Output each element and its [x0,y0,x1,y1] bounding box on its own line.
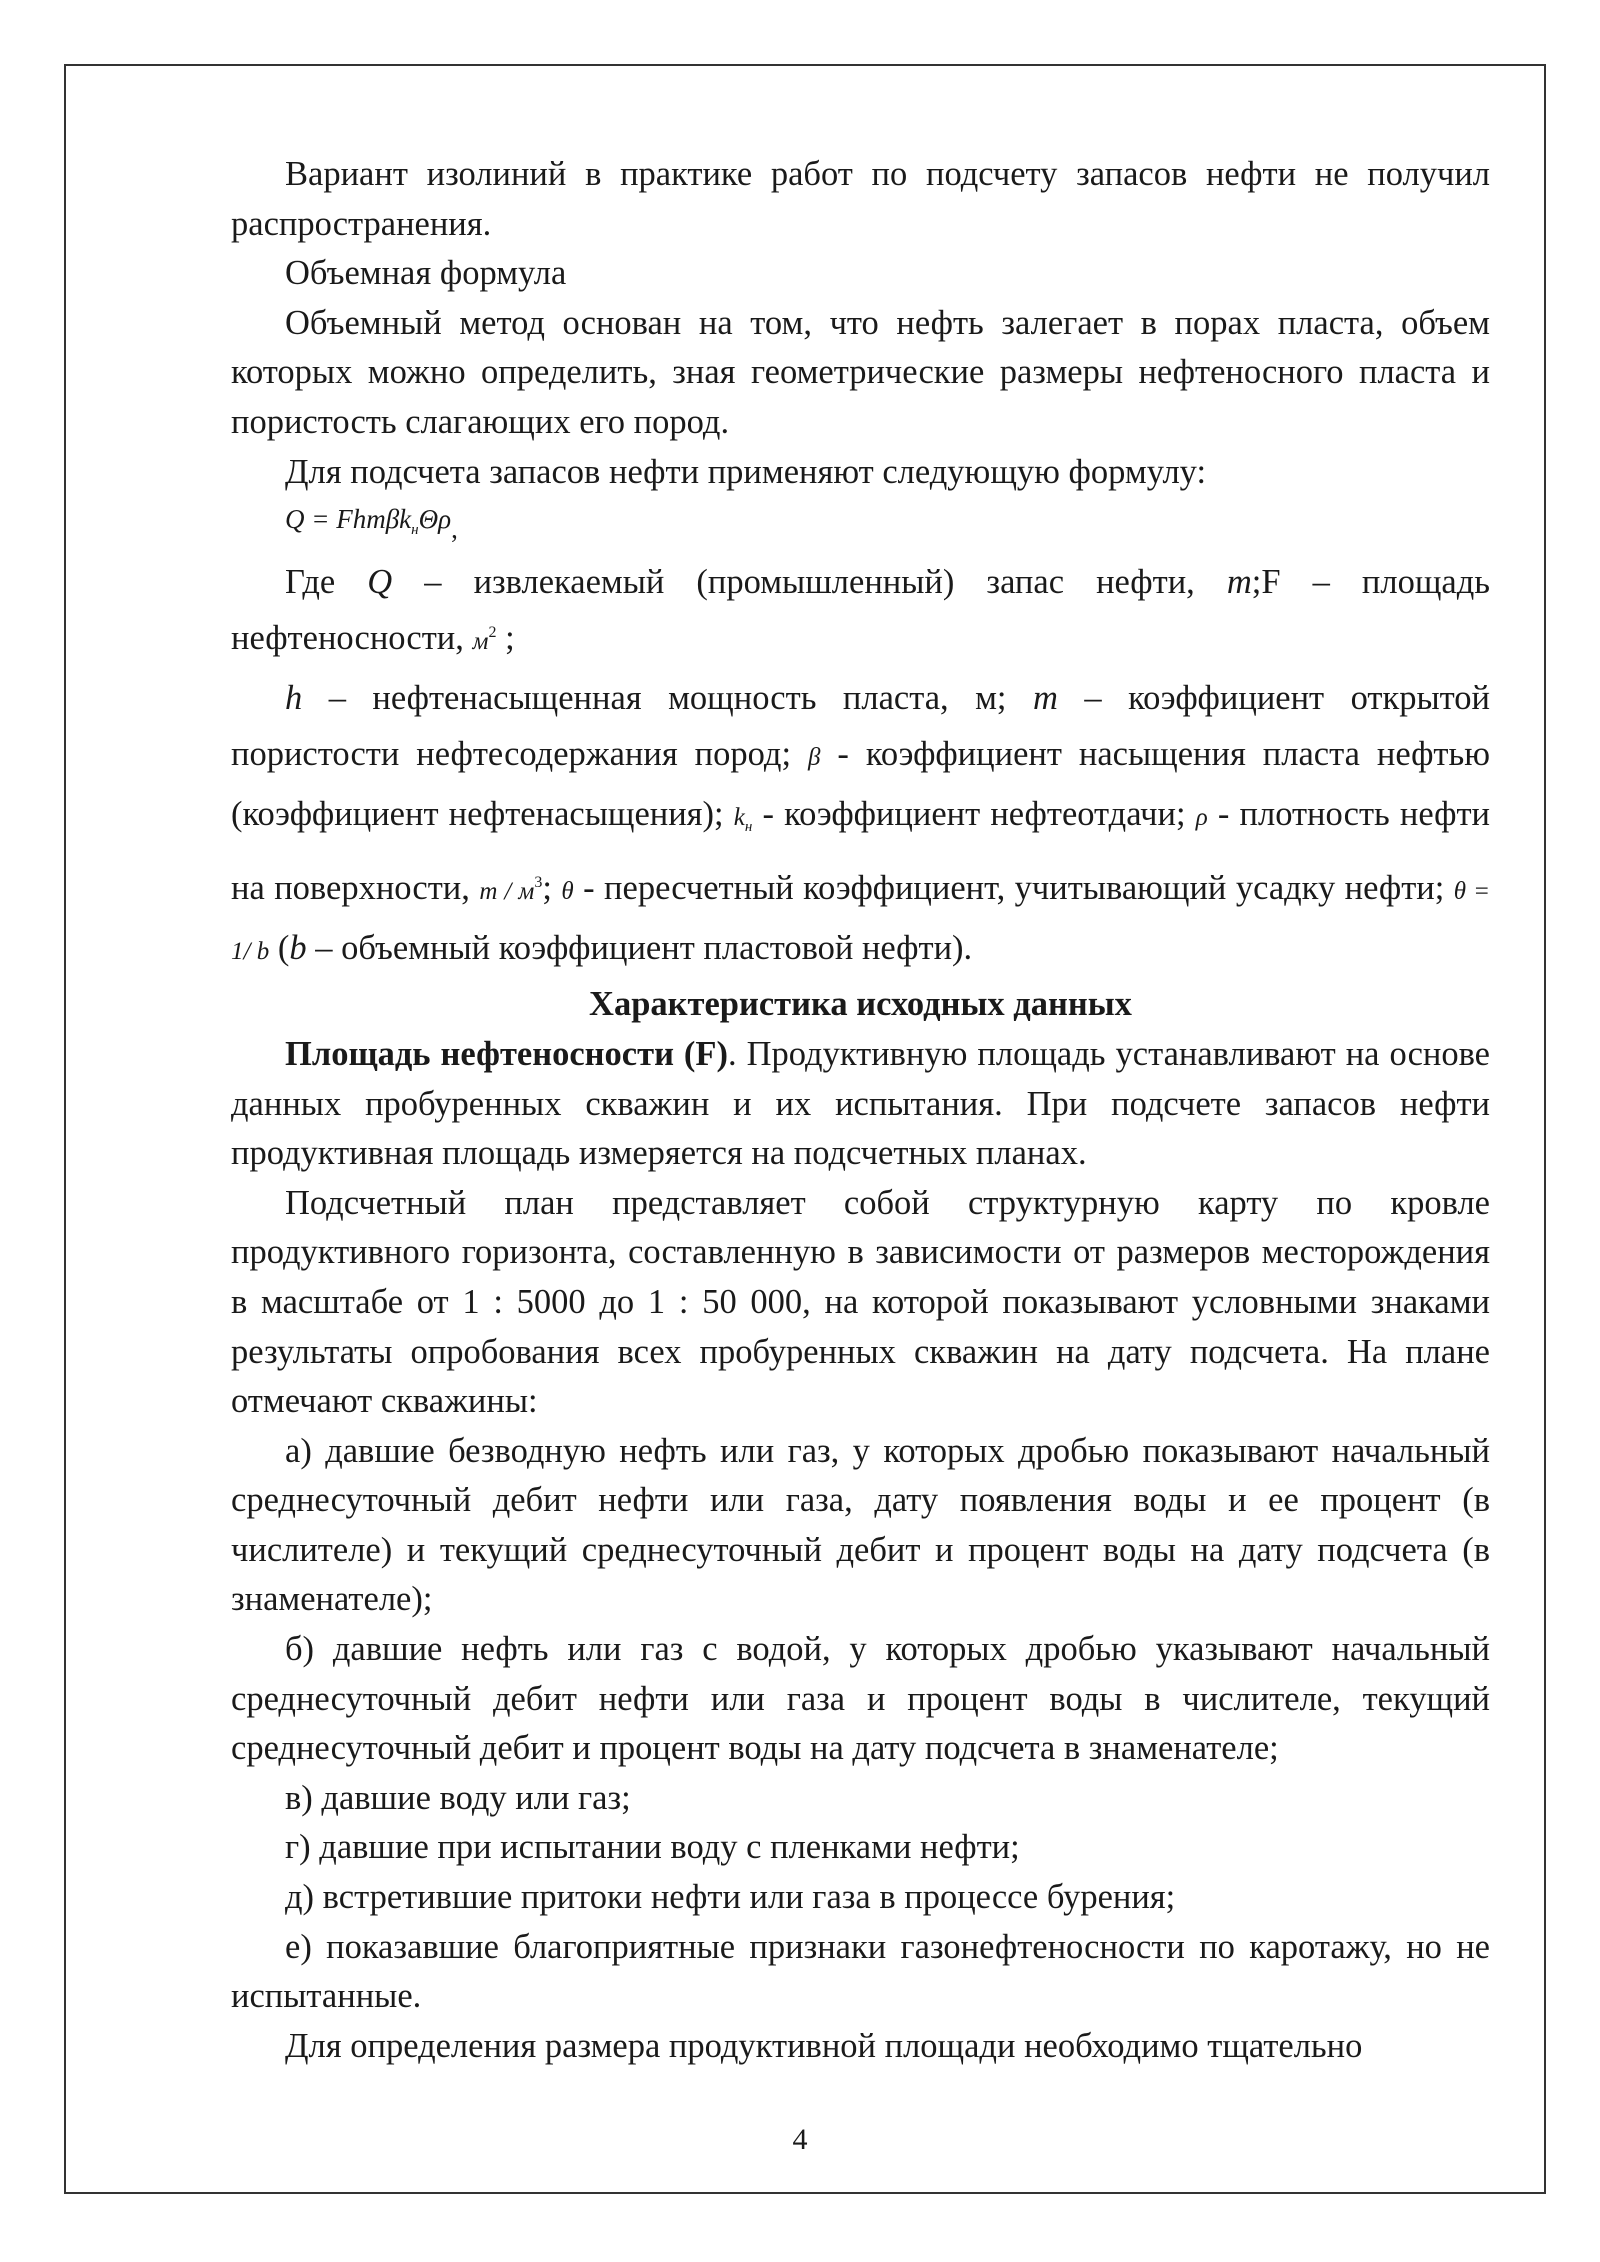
paragraph-coefficients [231,670,1490,980]
unit-text: м [472,627,489,655]
text: – коэффициент открытой пористости нефтесодержания пород; [231,679,1490,774]
var-m: m [1033,679,1058,718]
formula-subscript: н [411,522,419,539]
text: . Продуктивную площадь устанавливают на основе данных пробуренных скважин и их испытания. При подсчете запасов нефти продуктивная площадь измеряется на подсчетных планах. [231,1034,1490,1173]
list-item: г) давшие при испытании воду с пленками нефти; [285,1828,1020,1867]
text: Где [285,563,368,602]
unit-text: m / м [479,878,535,906]
var-k: k [733,804,745,832]
formula-text: Q = Fhmβk [285,504,412,535]
formula-theta: θ = 1/ b [231,878,1490,966]
var-beta: β [808,744,821,772]
list-item: е) показавшие благоприятные признаки газонефтеносности по каротажу, но не испытанные. [231,1927,1490,2016]
var-kn [733,804,753,836]
text: ;F – площадь нефтеносности, [231,563,1490,657]
text: – объемный коэффициент пластовой нефти). [306,929,973,968]
paragraph: Для определения размера продуктивной площади необходимо тщательно [285,2026,1363,2065]
text: ; [542,869,562,908]
paragraph: Вариант изолиний в практике работ по подсчету запасов нефти не получил распространения. [231,155,1490,243]
var-k-subscript: н [744,819,753,836]
text: - плотность нефти на поверхности, [231,795,1490,908]
list-item: д) встретившие притоки нефти или газа в процессе бурения; [285,1878,1176,1917]
paragraph: Для подсчета запасов нефти применяют следующую формулу: [285,452,1207,491]
var-q: Q [367,563,393,602]
paragraph: Подсчетный план представляет собой структурную карту по кровле продуктивного горизонта, составленную в зависимости от размеров месторождения в масштабе от 1 : 5000 до 1 : 50 000, на которой показывают условными знаками результаты опробования всех пробуренных скважин на дату подсчета. На плане отмечают скважины: [231,1183,1490,1421]
document-body [231,150,1490,2071]
var-b: b [289,929,307,968]
var-rho: ρ [1195,804,1208,832]
formula-comma: , [451,514,458,545]
term-bold: Площадь нефтеносности (F) [285,1034,728,1073]
text: – извлекаемый (промышленный) запас нефти, [392,563,1227,602]
var-theta: θ [561,878,574,906]
text: - коэффициент нефтеотдачи; [752,795,1196,834]
formula-text-tail: Θρ [418,504,452,535]
unit-m2 [472,623,497,655]
paragraph-definitions [231,558,1490,666]
unit-density [479,874,543,906]
unit-exponent: 2 [488,623,497,641]
list-item: в) давшие воду или газ; [285,1778,631,1817]
text: - коэффициент насыщения пласта нефтью (коэффициент нефтенасыщения); [231,735,1491,834]
text: - пересчетный коэффициент, учитывающий усадку нефти; [573,869,1454,908]
paragraph: Объемный метод основан на том, что нефть залегает в порах пласта, объем которых можно определить, зная геометрические размеры нефтеносного пласта и пористость слагающих его пород. [231,303,1490,441]
page-number: 4 [792,2123,808,2156]
formula-volumetric [231,497,1490,552]
list-item: б) давшие нефть или газ с водой, у которых дробью указывают начальный среднесуточный дебит нефти или газа и процент воды в числителе, текущий среднесуточный дебит и процент воды на дату подсчета в знаменателе; [231,1630,1490,1768]
section-heading: Характеристика исходных данных [589,985,1132,1024]
paragraph-area [231,1030,1490,1179]
unit-exponent: 3 [534,874,543,892]
text: – нефтенасыщенная мощность пласта, м; [302,679,1033,718]
paragraph: Объемная формула [285,254,567,293]
text: ( [269,929,290,968]
var-m: m [1226,563,1252,602]
var-h: h [285,679,303,718]
text: ; [496,618,515,657]
list-item: а) давшие безводную нефть или газ, у которых дробью показывают начальный среднесуточный дебит нефти или газа, дату появления воды и ее процент (в числителе) и текущий среднесуточный дебит и процент воды на дату подсчета (в знаменателе); [231,1431,1490,1619]
